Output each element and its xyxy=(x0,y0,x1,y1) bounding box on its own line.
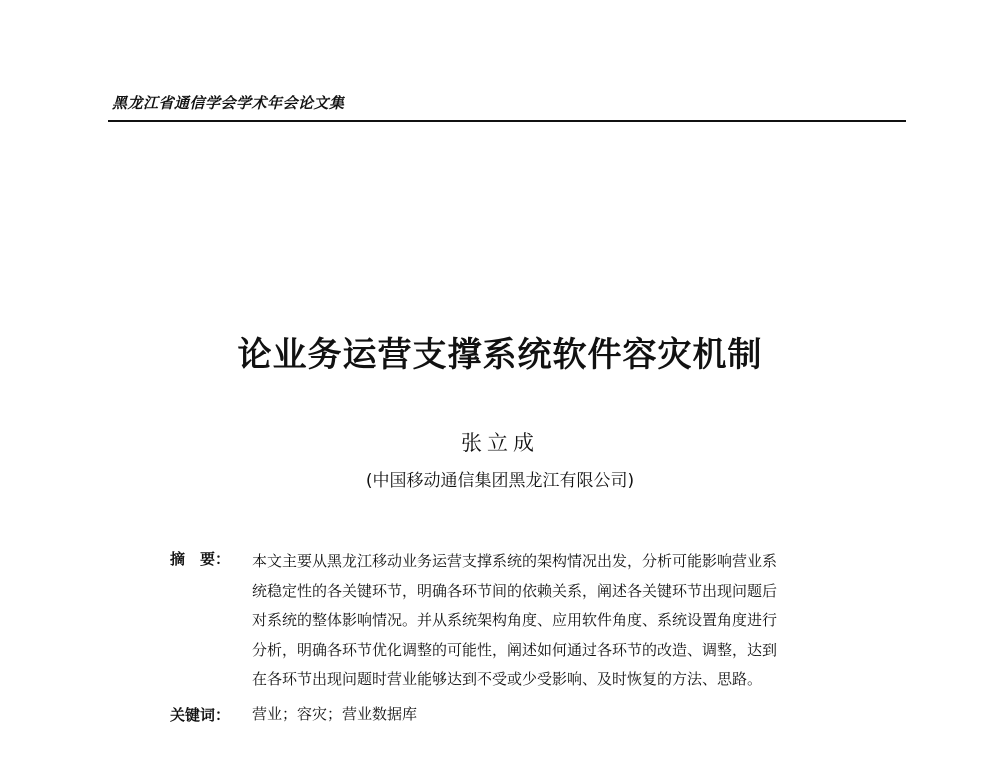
abstract-line: 统稳定性的各关键环节，明确各环节间的依赖关系，阐述各关键环节出现问题后 xyxy=(252,581,778,600)
abstract-line: 分析，明确各环节优化调整的可能性，阐述如何通过各环节的改造、调整，达到 xyxy=(252,640,778,659)
keywords-value: 营业；容灾；营业数据库 xyxy=(252,705,418,723)
running-header: 黑龙江省通信学会学术年会论文集 xyxy=(112,94,345,112)
abstract-line: 对系统的整体影响情况。并从系统架构角度、应用软件角度、系统设置角度进行 xyxy=(252,611,778,629)
abstract-label: 摘 要： xyxy=(170,550,231,568)
abstract-line: 在各环节出现问题时营业能够达到不受或少受影响、及时恢复的方法、思路。 xyxy=(252,670,763,688)
paper-title: 论业务运营支撑系统软件容灾机制 xyxy=(237,335,763,375)
keywords-label: 关键词： xyxy=(170,706,231,724)
header-rule xyxy=(108,120,906,122)
author-affiliation: (中国移动通信集团黑龙江有限公司) xyxy=(365,471,635,491)
abstract-body xyxy=(252,547,842,695)
abstract-line: 本文主要从黑龙江移动业务运营支撑系统的架构情况出发，分析可能影响营业系 xyxy=(252,552,778,570)
author-name: 张立成 xyxy=(461,431,539,455)
